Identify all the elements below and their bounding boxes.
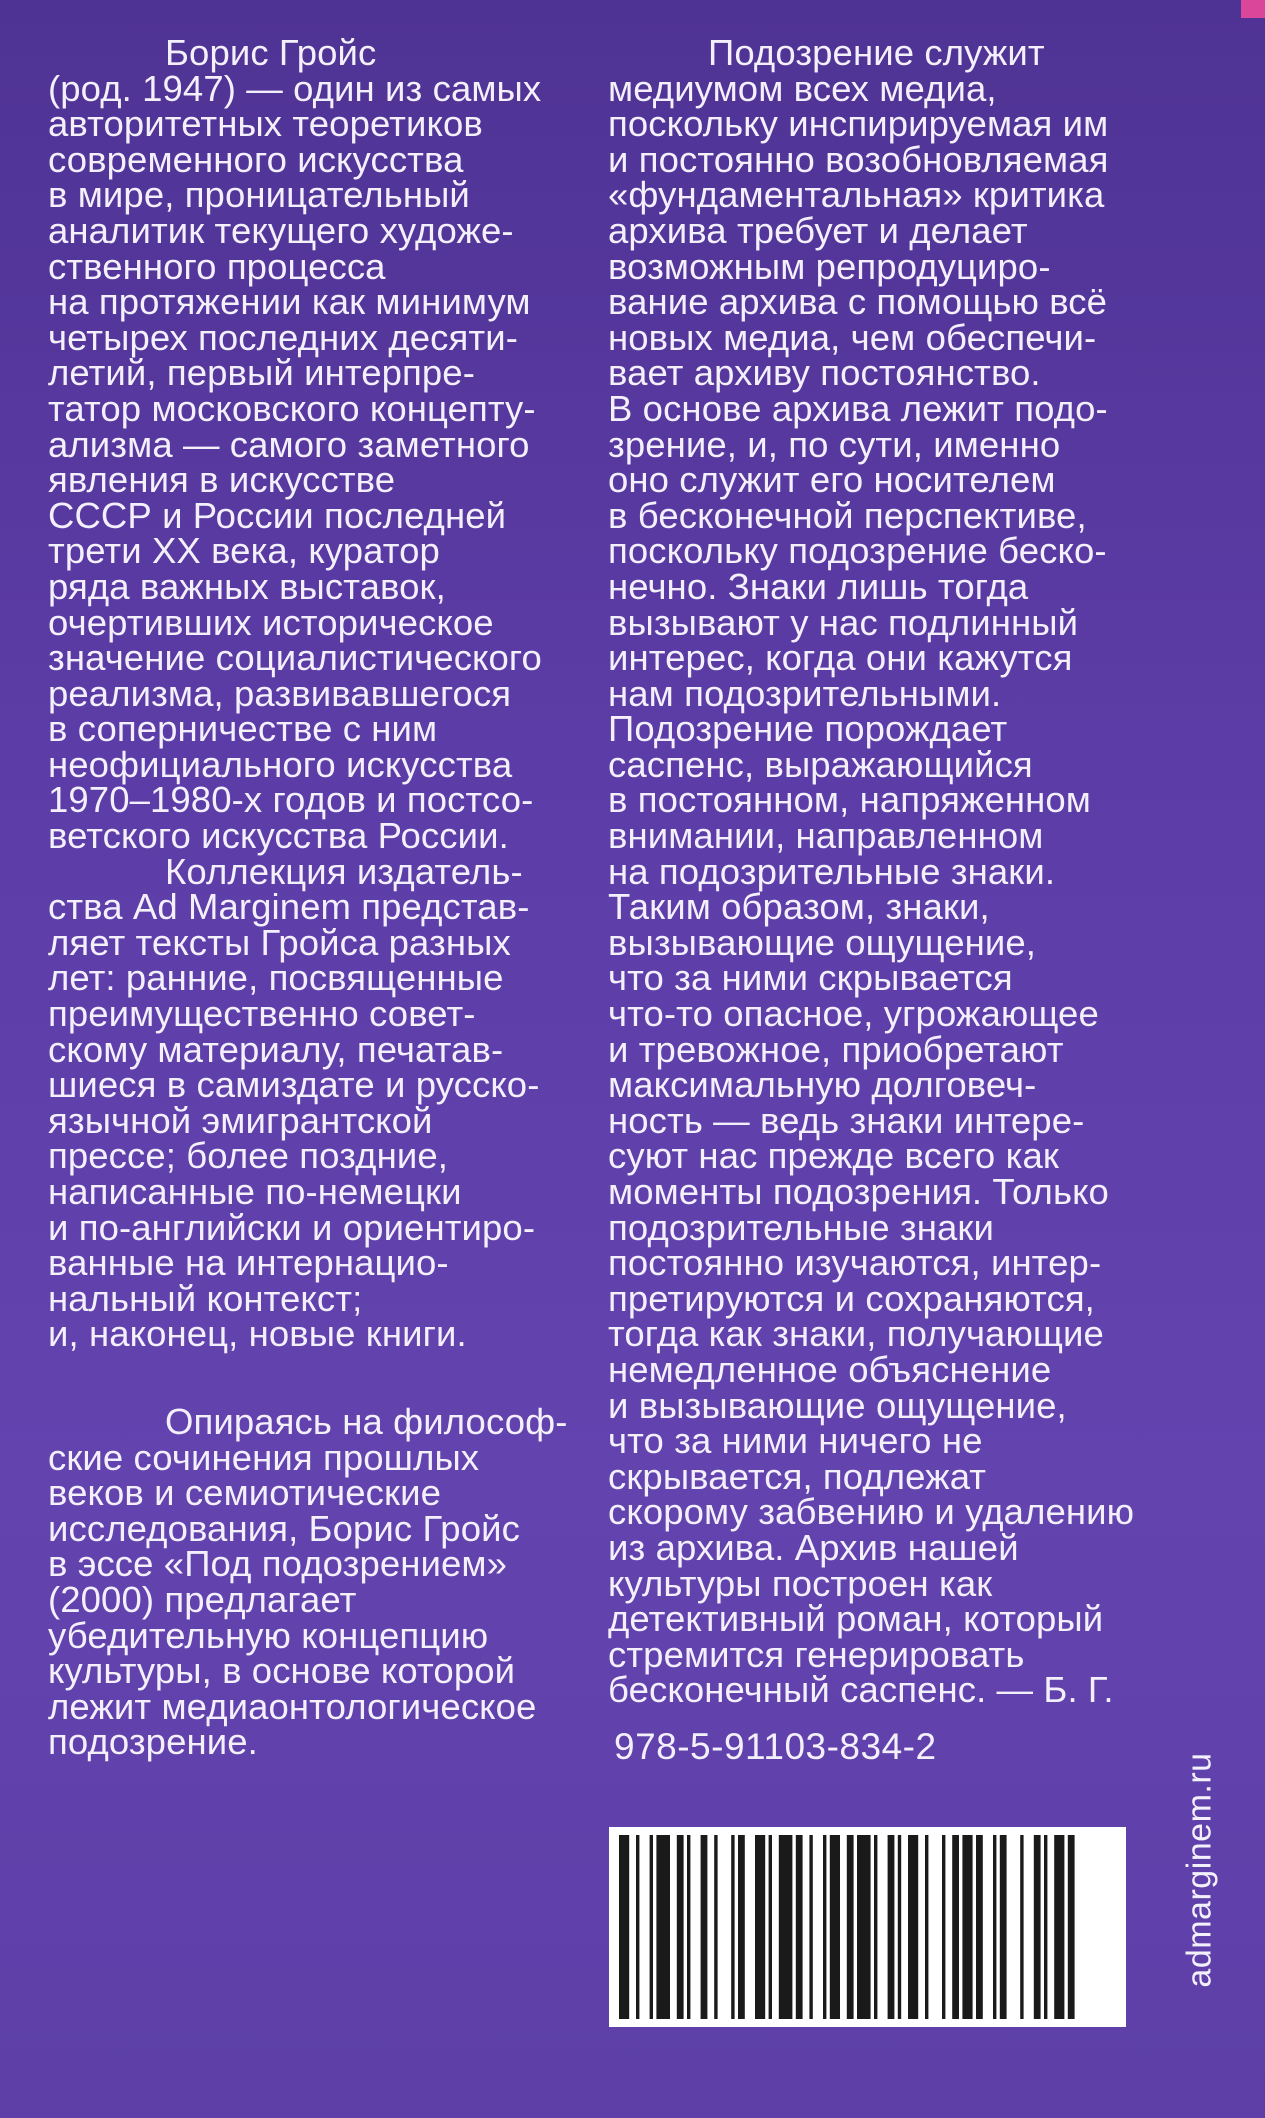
barcode-bar	[714, 1835, 717, 2019]
text-line: скому материалу, печатав-	[48, 1028, 504, 1070]
text-line: зрение, и, по сути, именно	[608, 423, 1061, 465]
barcode-bar	[687, 1835, 690, 2019]
text-line: вание архива с помощью всё	[608, 281, 1108, 323]
barcode-bar	[650, 1835, 653, 2019]
text-line: (2000) предлагает	[48, 1578, 357, 1620]
text-line: Опираясь на философ-	[165, 1400, 568, 1442]
text-line: и постоянно возобновляемая	[608, 138, 1109, 180]
barcode-bar	[677, 1835, 684, 2019]
text-line: В основе архива лежит подо-	[608, 387, 1108, 429]
text-line: интерес, когда они кажутся	[608, 637, 1073, 679]
text-line: ственного процесса	[48, 245, 386, 287]
text-line: претируются и сохраняются,	[608, 1277, 1095, 1319]
barcode-bar	[1000, 1835, 1007, 2019]
text-line: неофициального искусства	[48, 743, 513, 785]
barcode-bar	[976, 1835, 983, 2019]
text-line: культуры, в основе которой	[48, 1650, 516, 1692]
text-line: ванные на интернацио-	[48, 1242, 449, 1284]
text-line: что за ними скрывается	[608, 957, 1013, 999]
text-line: написанные по-немецки	[48, 1171, 462, 1212]
text-line: трети XX века, куратор	[48, 530, 440, 572]
barcode-bar	[952, 1835, 959, 2019]
text-line: на подозрительные знаки.	[608, 850, 1056, 892]
quote-paragraph	[608, 32, 1168, 1711]
text-line: вает архиву постоянство.	[608, 352, 1041, 394]
barcode-bar	[1020, 1835, 1023, 2019]
text-line: лежит медиаонтологическое	[48, 1685, 537, 1727]
text-line: в эссе «Под подозрением»	[48, 1543, 507, 1585]
text-line: четырех последних десяти-	[48, 316, 518, 358]
barcode-bar	[1044, 1835, 1047, 2019]
text-line: Подозрение служит	[708, 32, 1045, 73]
text-line: современного искусства	[48, 138, 464, 180]
barcode-bar	[993, 1835, 996, 2019]
text-line: шиеся в самиздате и русско-	[48, 1064, 540, 1106]
barcode-bar	[636, 1835, 639, 2019]
text-line: преимущественно совет-	[48, 993, 476, 1035]
text-line: «фундаментальная» критика	[608, 174, 1105, 216]
text-line: культуры построен как	[608, 1562, 993, 1604]
text-line: архива требует и делает	[608, 209, 1028, 251]
text-line: ветского искусства России.	[48, 815, 509, 857]
text-line: оно служит его носителем	[608, 459, 1056, 501]
text-line: явления в искусстве	[48, 459, 396, 501]
barcode-bar	[755, 1835, 765, 2019]
text-line: на протяжении как минимум	[48, 281, 531, 323]
text-line: бесконечный саспенс. — Б. Г.	[608, 1669, 1114, 1711]
text-line: Таким образом, знаки,	[608, 886, 990, 928]
text-line: саспенс, выражающийся	[608, 743, 1033, 785]
text-line: медиумом всех медиа,	[608, 67, 997, 109]
barcode-bar	[925, 1835, 928, 2019]
text-line: и по-английски и ориентиро-	[48, 1206, 536, 1248]
text-line: (род. 1947) — один из самых	[48, 67, 542, 109]
paragraph-gap	[48, 1352, 603, 1404]
barcode-bar	[731, 1835, 734, 2019]
text-line: и, наконец, новые книги.	[48, 1313, 467, 1355]
barcode-bar	[1068, 1835, 1075, 2019]
barcode-bar	[847, 1835, 854, 2019]
barcode-bar	[1034, 1835, 1041, 2019]
barcode-bar	[857, 1835, 871, 2019]
text-line: что-то опасное, угрожающее	[608, 993, 1099, 1035]
corner-color-mark	[1241, 0, 1265, 18]
text-line: аналитик текущего художе-	[48, 209, 514, 251]
text-line: моменты подозрения. Только	[608, 1171, 1109, 1212]
text-line: убедительную концепцию	[48, 1614, 489, 1656]
barcode-bar	[888, 1835, 895, 2019]
text-line: очертивших историческое	[48, 601, 494, 643]
text-line: вызывающие ощущение,	[608, 921, 1037, 963]
text-line: в бесконечной перспективе,	[608, 494, 1087, 536]
text-line: значение социалистического	[48, 637, 542, 679]
barcode-bar	[769, 1835, 772, 2019]
barcode-bar	[656, 1835, 670, 2019]
left-text-column	[48, 32, 603, 1763]
website-text[interactable]: admarginem.ru	[1180, 1752, 1219, 1988]
text-line: 1970–1980-х годов и постсо-	[48, 779, 534, 821]
text-line: авторитетных теоретиков	[48, 103, 483, 145]
barcode-bar	[738, 1835, 745, 2019]
text-line: лет: ранние, посвященные	[48, 957, 504, 999]
text-line: ляет тексты Гройса разных	[48, 921, 511, 963]
text-line: в постоянном, напряженном	[608, 779, 1092, 821]
text-line: ность — ведь знаки интере-	[608, 1099, 1085, 1141]
text-line: ства Ad Marginem представ-	[48, 886, 530, 928]
text-line: поскольку подозрение беско-	[608, 530, 1107, 572]
text-line: постоянно изучаются, интер-	[608, 1242, 1102, 1284]
barcode-bar	[962, 1835, 972, 2019]
text-line: внимании, направленном	[608, 815, 1044, 857]
barcode-bar	[898, 1835, 901, 2019]
text-line: ализма — самого заметного	[48, 423, 530, 465]
text-line: в мире, проницательный	[48, 174, 470, 216]
isbn-number: 978-5-91103-834-2	[614, 1726, 937, 1767]
text-line: детективный роман, который	[608, 1598, 1104, 1640]
text-line: что за ними ничего не	[608, 1420, 983, 1462]
barcode-bar	[796, 1835, 803, 2019]
text-line: новых медиа, чем обеспечи-	[608, 316, 1097, 358]
collection-paragraph	[48, 850, 603, 1355]
text-line: скрывается, подлежат	[608, 1455, 987, 1497]
barcode-bar	[1054, 1835, 1064, 2019]
text-line: веков и семиотические	[48, 1472, 441, 1514]
text-line: в соперничестве с ним	[48, 708, 438, 750]
barcode-bar	[823, 1835, 826, 2019]
barcode-bar	[942, 1835, 945, 2019]
text-line: стремится генерировать	[608, 1633, 1025, 1675]
barcode-bar	[908, 1835, 918, 2019]
text-line: татор московского концепту-	[48, 387, 536, 429]
text-line: нальный контекст;	[48, 1277, 363, 1319]
text-line: вызывают у нас подлинный	[608, 601, 1079, 643]
text-line: нам подозрительными.	[608, 672, 1002, 714]
text-line: и тревожное, приобретают	[608, 1028, 1064, 1070]
text-line: Борис Гройс	[165, 32, 377, 73]
bio-paragraph	[48, 32, 603, 857]
text-line: поскольку инспирируемая им	[608, 103, 1109, 145]
text-line: прессе; более поздние,	[48, 1135, 448, 1177]
text-line: язычной эмигрантской	[48, 1099, 433, 1141]
text-line: летий, первый интерпре-	[48, 352, 475, 394]
text-line: и вызывающие ощущение,	[608, 1384, 1067, 1426]
text-line: реализма, развивавшегося	[48, 672, 512, 714]
text-line: ские сочинения прошлых	[48, 1436, 480, 1478]
text-line: Подозрение порождает	[608, 708, 1008, 750]
barcode	[609, 1827, 1126, 2027]
text-line: СССР и России последней	[48, 494, 507, 536]
barcode-bar	[809, 1835, 812, 2019]
text-line: немедленное объяснение	[608, 1348, 1052, 1390]
barcode-bar	[830, 1835, 840, 2019]
text-line: Коллекция издатель-	[165, 850, 523, 892]
text-line: скорому забвению и удалению	[608, 1491, 1135, 1533]
text-line: суют нас прежде всего как	[608, 1135, 1059, 1177]
text-line: максимальную долговеч-	[608, 1064, 1037, 1106]
text-line: тогда как знаки, получающие	[608, 1313, 1104, 1355]
text-line: возможным репродуциро-	[608, 245, 1051, 287]
website-label[interactable]	[1175, 1700, 1225, 2040]
text-line: нечно. Знаки лишь тогда	[608, 565, 1029, 607]
barcode-bar	[779, 1835, 793, 2019]
essay-paragraph	[48, 1400, 603, 1763]
barcode-bar	[874, 1835, 877, 2019]
barcode-bars	[609, 1827, 1126, 2027]
right-text-column	[608, 32, 1168, 1711]
text-line: подозрительные знаки	[608, 1206, 994, 1248]
text-line: ряда важных выставок,	[48, 565, 446, 607]
text-line: исследования, Борис Гройс	[48, 1507, 520, 1549]
barcode-bar	[701, 1835, 708, 2019]
text-line: из архива. Архив нашей	[608, 1526, 1019, 1568]
text-line: подозрение.	[48, 1721, 258, 1763]
barcode-bar	[619, 1835, 629, 2019]
